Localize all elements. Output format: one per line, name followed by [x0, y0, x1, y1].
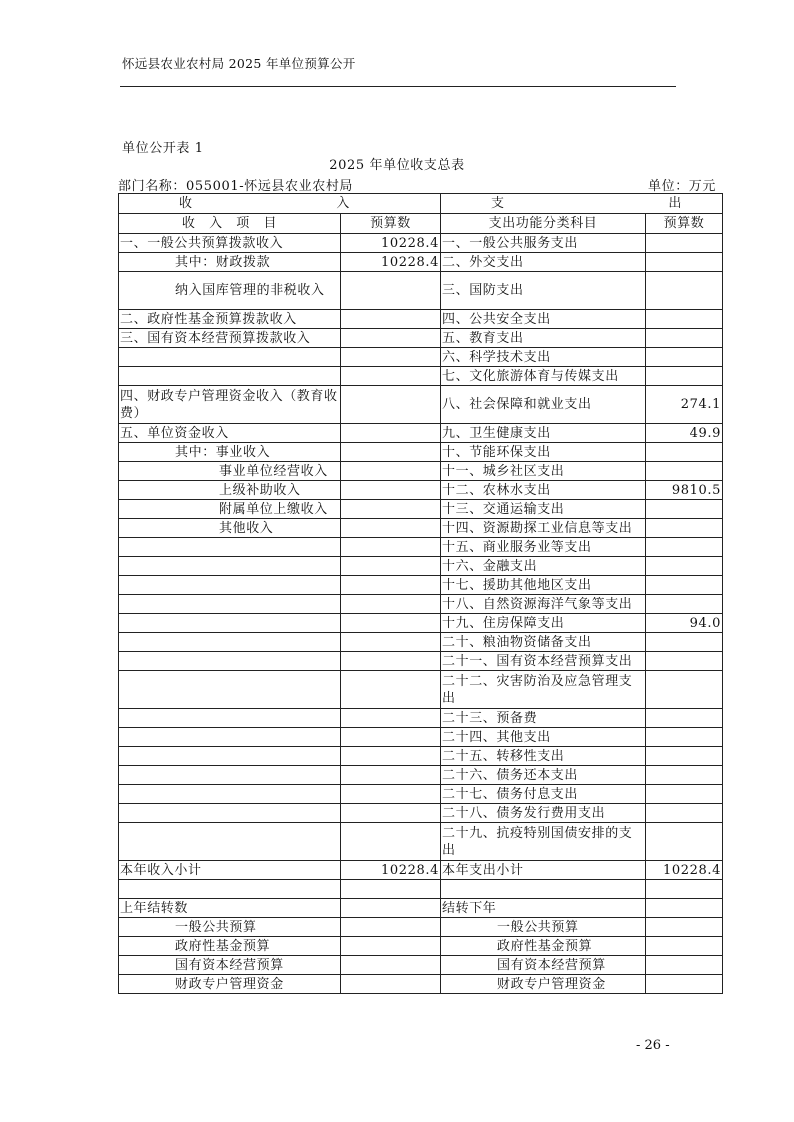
expense-value [646, 823, 723, 861]
expense-value [646, 557, 723, 576]
income-value [341, 576, 441, 595]
income-item: 事业单位经营收入 [119, 462, 341, 481]
expense-item: 二十三、预备费 [441, 709, 646, 728]
table-row [119, 823, 723, 861]
subtotal-row [119, 861, 723, 880]
expense-item: 六、科学技术支出 [441, 348, 646, 367]
income-value [341, 633, 441, 652]
income-item [119, 804, 341, 823]
income-value [341, 728, 441, 747]
carry-row [119, 975, 723, 994]
income-group-left: 收 [179, 196, 193, 211]
expense-carry-item: 政府性基金预算 [441, 937, 646, 956]
table-row [119, 614, 723, 633]
expense-subtotal-value: 10228.4 [646, 861, 723, 880]
page-header: 怀远县农业农村局 2025 年单位预算公开 [122, 56, 356, 71]
expense-item: 二十二、灾害防治及应急管理支出 [441, 671, 646, 709]
expense-item: 十八、自然资源海洋气象等支出 [441, 595, 646, 614]
expense-value [646, 671, 723, 709]
income-value [341, 367, 441, 386]
expense-item: 二十四、其他支出 [441, 728, 646, 747]
expense-carry-value [646, 937, 723, 956]
table-row [119, 367, 723, 386]
expense-item: 八、社会保障和就业支出 [441, 386, 646, 424]
expense-item-header: 支出功能分类科目 [441, 214, 646, 234]
income-item [119, 652, 341, 671]
carry-row [119, 956, 723, 975]
income-value [341, 329, 441, 348]
income-item: 附属单位上缴收入 [119, 500, 341, 519]
income-value [341, 386, 441, 424]
income-value [341, 481, 441, 500]
expense-value [646, 728, 723, 747]
income-item [119, 367, 341, 386]
expense-value: 274.1 [646, 386, 723, 424]
expense-item: 二十九、抗疫特别国债安排的支出 [441, 823, 646, 861]
table-row [119, 538, 723, 557]
expense-carry-value [646, 956, 723, 975]
income-carry-value [341, 937, 441, 956]
table-body [119, 234, 723, 861]
table-row [119, 557, 723, 576]
income-item [119, 728, 341, 747]
table-row [119, 386, 723, 424]
expense-item: 二、外交支出 [441, 253, 646, 272]
expense-item: 二十七、债务付息支出 [441, 785, 646, 804]
income-item [119, 348, 341, 367]
table-row [119, 804, 723, 823]
income-carry-item: 政府性基金预算 [119, 937, 341, 956]
expense-value [646, 595, 723, 614]
expense-value [646, 519, 723, 538]
expense-value: 94.0 [646, 614, 723, 633]
expense-value [646, 633, 723, 652]
income-value [341, 443, 441, 462]
expense-value: 49.9 [646, 424, 723, 443]
expense-value [646, 443, 723, 462]
blank-row [119, 880, 723, 899]
income-subtotal-label: 本年收入小计 [119, 861, 341, 880]
expense-value [646, 329, 723, 348]
table-row [119, 462, 723, 481]
income-value [341, 652, 441, 671]
income-subtotal-value: 10228.4 [341, 861, 441, 880]
expense-value [646, 804, 723, 823]
expense-group-right: 出 [668, 196, 682, 211]
expense-value [646, 272, 723, 310]
expense-item: 十二、农林水支出 [441, 481, 646, 500]
income-item [119, 633, 341, 652]
table-row [119, 652, 723, 671]
expense-value [646, 785, 723, 804]
group-header-row [119, 194, 723, 214]
expense-item: 十、节能环保支出 [441, 443, 646, 462]
expense-item: 二十六、债务还本支出 [441, 766, 646, 785]
table-row [119, 671, 723, 709]
income-item: 其他收入 [119, 519, 341, 538]
column-header-row [119, 214, 723, 234]
income-carry-label: 上年结转数 [119, 899, 341, 918]
income-carry-item: 财政专户管理资金 [119, 975, 341, 994]
income-group-right: 入 [336, 196, 350, 211]
expense-item: 十九、住房保障支出 [441, 614, 646, 633]
income-item [119, 747, 341, 766]
income-value [341, 272, 441, 310]
income-item: 纳入国库管理的非税收入 [119, 272, 341, 310]
income-value [341, 557, 441, 576]
table-row [119, 272, 723, 310]
income-carry-item: 一般公共预算 [119, 918, 341, 937]
income-item: 四、财政专户管理资金收入（教育收费） [119, 386, 341, 424]
income-item: 一、一般公共预算拨款收入 [119, 234, 341, 253]
table-title: 2025 年单位收支总表 [329, 158, 465, 173]
table-row [119, 766, 723, 785]
expense-value [646, 766, 723, 785]
income-value [341, 424, 441, 443]
income-value [341, 671, 441, 709]
income-item: 其中：财政拨款 [119, 253, 341, 272]
expense-item: 四、公共安全支出 [441, 310, 646, 329]
carry-row [119, 937, 723, 956]
income-item [119, 823, 341, 861]
table-row [119, 519, 723, 538]
expense-carry-value [646, 975, 723, 994]
page-number: - 26 - [636, 1038, 670, 1053]
expense-value [646, 538, 723, 557]
expense-item: 十四、资源勘探工业信息等支出 [441, 519, 646, 538]
income-value: 10228.4 [341, 234, 441, 253]
expense-value [646, 310, 723, 329]
income-value [341, 614, 441, 633]
table-label: 单位公开表 1 [122, 141, 204, 156]
expense-value [646, 367, 723, 386]
income-value [341, 500, 441, 519]
expense-item: 二十、粮油物资储备支出 [441, 633, 646, 652]
table-row [119, 253, 723, 272]
expense-budget-header: 预算数 [646, 214, 723, 234]
expense-item: 二十五、转移性支出 [441, 747, 646, 766]
expense-item: 十三、交通运输支出 [441, 500, 646, 519]
table-row [119, 310, 723, 329]
expense-value [646, 500, 723, 519]
table-row [119, 576, 723, 595]
expense-item: 十六、金融支出 [441, 557, 646, 576]
expense-group-header [441, 194, 723, 214]
income-item [119, 766, 341, 785]
table-row [119, 709, 723, 728]
table-row [119, 348, 723, 367]
expense-value: 9810.5 [646, 481, 723, 500]
expense-item: 二十八、债务发行费用支出 [441, 804, 646, 823]
expense-carry-value [646, 918, 723, 937]
income-carry-value [341, 956, 441, 975]
table-row [119, 785, 723, 804]
income-item [119, 614, 341, 633]
expense-value [646, 462, 723, 481]
table-row [119, 481, 723, 500]
table-row [119, 234, 723, 253]
income-value [341, 785, 441, 804]
income-value: 10228.4 [341, 253, 441, 272]
table-row [119, 633, 723, 652]
expense-carry-item: 一般公共预算 [441, 918, 646, 937]
income-item: 二、政府性基金预算拨款收入 [119, 310, 341, 329]
expense-value [646, 348, 723, 367]
expense-value [646, 234, 723, 253]
expense-item: 十一、城乡社区支出 [441, 462, 646, 481]
expense-item: 九、卫生健康支出 [441, 424, 646, 443]
income-value [341, 538, 441, 557]
expense-item: 十五、商业服务业等支出 [441, 538, 646, 557]
income-value [341, 766, 441, 785]
income-value [341, 823, 441, 861]
income-budget-header: 预算数 [341, 214, 441, 234]
expense-subtotal-label: 本年支出小计 [441, 861, 646, 880]
income-value [341, 348, 441, 367]
expense-value [646, 576, 723, 595]
income-value [341, 804, 441, 823]
income-item [119, 576, 341, 595]
header-divider [120, 86, 676, 87]
expense-item: 十七、援助其他地区支出 [441, 576, 646, 595]
income-carry-value [341, 918, 441, 937]
income-item: 上级补助收入 [119, 481, 341, 500]
income-item [119, 595, 341, 614]
income-value [341, 519, 441, 538]
income-item: 其中：事业收入 [119, 443, 341, 462]
income-value [341, 709, 441, 728]
expense-value [646, 253, 723, 272]
table-row [119, 595, 723, 614]
table-row [119, 728, 723, 747]
table-row [119, 443, 723, 462]
income-carry-value [341, 975, 441, 994]
income-group-header [119, 194, 441, 214]
income-item [119, 557, 341, 576]
carry-row [119, 918, 723, 937]
income-item: 五、单位资金收入 [119, 424, 341, 443]
table-row [119, 747, 723, 766]
expense-value [646, 709, 723, 728]
expense-value [646, 747, 723, 766]
income-item [119, 538, 341, 557]
budget-table [118, 193, 723, 994]
income-carry-item: 国有资本经营预算 [119, 956, 341, 975]
table-row [119, 500, 723, 519]
department-name: 部门名称：055001-怀远县农业农村局 [118, 179, 354, 194]
carry-header-row [119, 899, 723, 918]
expense-item: 五、教育支出 [441, 329, 646, 348]
expense-item: 七、文化旅游体育与传媒支出 [441, 367, 646, 386]
income-item: 三、国有资本经营预算拨款收入 [119, 329, 341, 348]
expense-carry-label: 结转下年 [441, 899, 646, 918]
expense-carry-item: 财政专户管理资金 [441, 975, 646, 994]
expense-group-left: 支 [491, 196, 505, 211]
income-item [119, 785, 341, 804]
carry-body [119, 918, 723, 994]
expense-carry-item: 国有资本经营预算 [441, 956, 646, 975]
income-item-header: 收 入 项 目 [119, 214, 341, 234]
table-row [119, 329, 723, 348]
table-row [119, 424, 723, 443]
income-value [341, 747, 441, 766]
income-value [341, 462, 441, 481]
expense-item: 一、一般公共服务支出 [441, 234, 646, 253]
income-value [341, 595, 441, 614]
expense-value [646, 652, 723, 671]
income-item [119, 671, 341, 709]
income-value [341, 310, 441, 329]
income-item [119, 709, 341, 728]
unit-label: 单位：万元 [648, 179, 717, 194]
expense-item: 二十一、国有资本经营预算支出 [441, 652, 646, 671]
expense-item: 三、国防支出 [441, 272, 646, 310]
